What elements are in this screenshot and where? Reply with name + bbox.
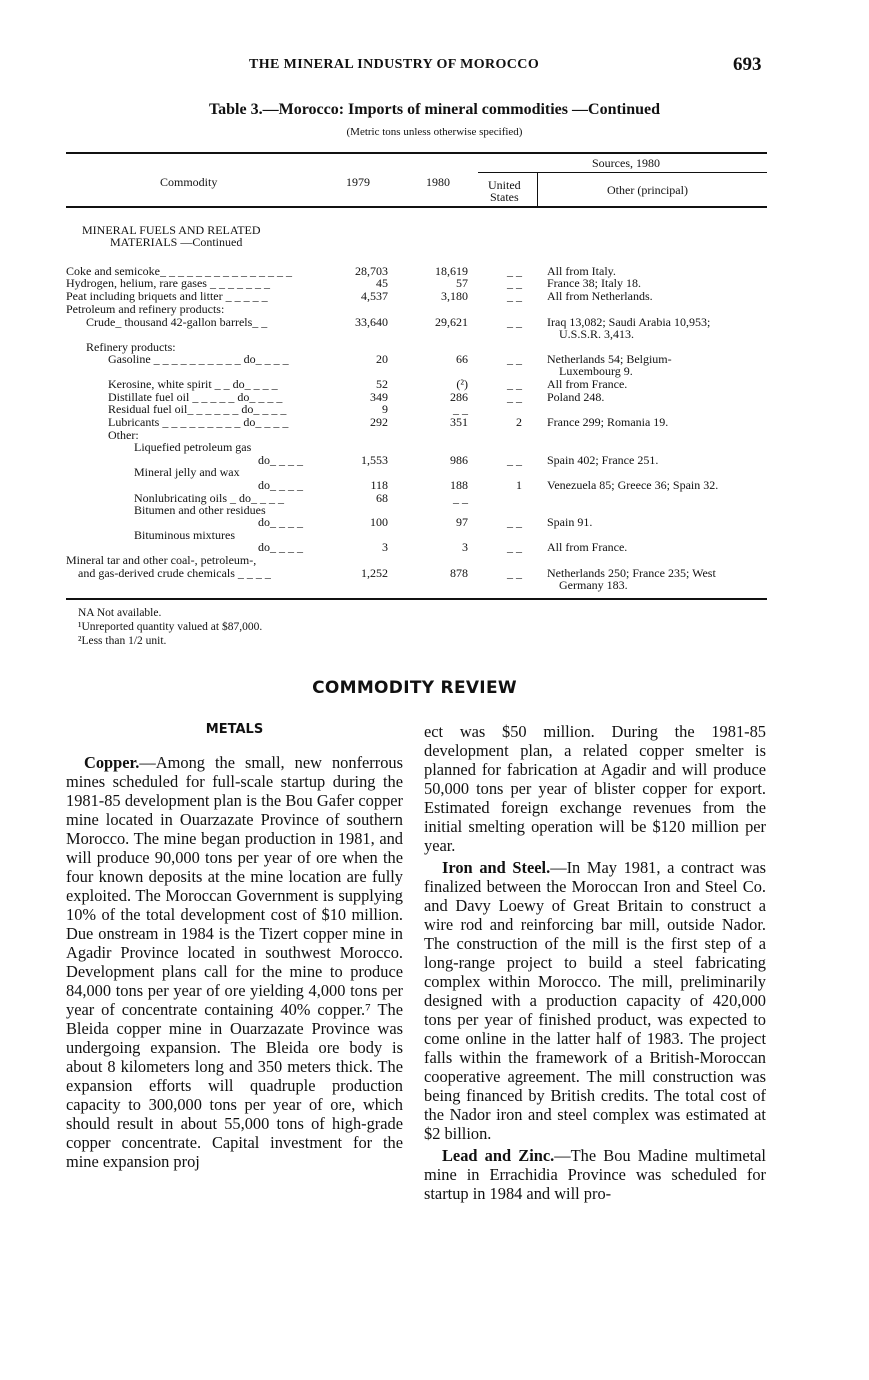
cell-1979: 45 (376, 276, 388, 290)
table-row-label: Bituminous mixtures (134, 528, 236, 542)
cell-us: _ _ (507, 276, 522, 290)
table-row-label-cont: do_ _ _ _ (258, 540, 303, 554)
cell-other-cont: U.S.S.R. 3,413. (559, 327, 635, 341)
header-us-line2: States (490, 190, 519, 204)
iron-steel-text: —In May 1981, a contract was finalized between the Moroccan Iron and Steel Co. and Davy Loewy of Great Britain to construct a wire rod and reinforcing bar mill, outside Nador. The construction of the mill is the first step of a long-range project to build a steel fabricating complex within Morocco. The mill, preliminarily designed with a production capacity of 420,000 tons per year of finished product, was expected to come online in the latter half of 1983. The project falls within the framework of a British-Moroccan cooperative agreement. The mill construction was being financed by British credits. The total cost of the Nador iron and steel complex was estimated at $2 billion. (424, 858, 766, 1143)
right-column (424, 722, 766, 1203)
cell-1980: 57 (456, 276, 468, 290)
table-row-label: Lubricants _ _ _ _ _ _ _ _ _ do_ _ _ _ (108, 415, 289, 429)
cell-1980: 97 (456, 515, 468, 529)
cell-1979: 3 (382, 540, 388, 554)
left-column (66, 753, 403, 1171)
cell-other-cont: Germany 183. (559, 578, 628, 592)
cell-other: All from Italy. (547, 264, 616, 278)
table-row-label: Hydrogen, helium, rare gases _ _ _ _ _ _ _ (66, 276, 270, 290)
cell-1980: 878 (450, 566, 468, 580)
cell-1980: 18,619 (435, 264, 468, 278)
iron-steel-paragraph (424, 858, 766, 1143)
copper-paragraph (66, 753, 403, 1171)
copper-lead: Copper. (84, 753, 140, 772)
header-commodity: Commodity (160, 175, 218, 189)
cell-us: _ _ (507, 352, 522, 366)
cell-other: All from France. (547, 540, 628, 554)
cell-other: Poland 248. (547, 390, 605, 404)
table-header-rule (66, 206, 767, 208)
cell-1979: 20 (376, 352, 388, 366)
table-top-rule (66, 152, 767, 154)
cell-other: Spain 91. (547, 515, 593, 529)
cell-us: _ _ (507, 315, 522, 329)
cell-us: _ _ (507, 264, 522, 278)
copper-text-part2: ect was $50 million. During the 1981-85 development plan, a related copper smelter is planned for fabrication at Agadir and will produce 50,000 tons per year of blister copper for export. Estimated foreign exchange revenues from the initial smelting operation will be $120 million per year. (424, 722, 766, 855)
cell-other: Iraq 13,082; Saudi Arabia 10,953; (547, 315, 711, 329)
cell-1980: 188 (450, 478, 468, 492)
header-us-line1: United (488, 178, 521, 192)
section-label-line2: MATERIALS —Continued (110, 235, 243, 249)
footnote-na: NA Not available. (78, 607, 162, 619)
cell-1979: 33,640 (355, 315, 388, 329)
cell-1979: 1,553 (361, 453, 388, 467)
header-other: Other (principal) (607, 183, 688, 197)
page-number: 693 (733, 54, 762, 75)
header-1979: 1979 (346, 175, 370, 189)
table-row-label: Peat including briquets and litter _ _ _ _ _ (66, 289, 268, 303)
cell-1980: 986 (450, 453, 468, 467)
cell-other: Venezuela 85; Greece 36; Spain 32. (547, 478, 719, 492)
cell-other: Netherlands 250; France 235; West (547, 566, 716, 580)
table-row-label: Crude_ thousand 42-gallon barrels_ _ (86, 315, 268, 329)
cell-other: Netherlands 54; Belgium- (547, 352, 672, 366)
cell-us: _ _ (507, 566, 522, 580)
table-subtitle: (Metric tons unless otherwise specified) (346, 126, 523, 138)
running-head (0, 54, 869, 78)
table-row-label: Refinery products: (86, 340, 176, 354)
running-title: THE MINERAL INDUSTRY OF MOROCCO (249, 57, 540, 72)
cell-us: _ _ (507, 390, 522, 404)
cell-1980: 66 (456, 352, 468, 366)
table-row-label-cont: and gas-derived crude chemicals _ _ _ _ (78, 566, 271, 580)
sources-divider (537, 173, 538, 206)
table-row-label: Distillate fuel oil _ _ _ _ _ do_ _ _ _ (108, 390, 283, 404)
table-row-label: Mineral jelly and wax (134, 465, 240, 479)
lead-zinc-lead: Lead and Zinc. (442, 1146, 555, 1165)
cell-1979: 1,252 (361, 566, 388, 580)
table-row-label: Liquefied petroleum gas (134, 440, 252, 454)
cell-1979: 349 (370, 390, 388, 404)
cell-1980: _ _ (453, 402, 468, 416)
header-1980: 1980 (426, 175, 450, 189)
table-row-label: Bitumen and other residues (134, 503, 266, 517)
cell-1980: 351 (450, 415, 468, 429)
cell-1980: 29,621 (435, 315, 468, 329)
cell-1979: 9 (382, 402, 388, 416)
lead-zinc-paragraph (424, 1146, 766, 1203)
cell-other-cont: Luxembourg 9. (559, 364, 633, 378)
table-row-label: Nonlubricating oils _ do_ _ _ _ (134, 491, 284, 505)
table-row-label: Petroleum and refinery products: (66, 302, 225, 316)
table-row-label: Coke and semicoke_ _ _ _ _ _ _ _ _ _ _ _ _ _ _ (66, 264, 292, 278)
cell-1979: 292 (370, 415, 388, 429)
cell-1980: 3,180 (441, 289, 468, 303)
cell-1980: 286 (450, 390, 468, 404)
cell-other: Spain 402; France 251. (547, 453, 659, 467)
sources-rule (478, 172, 767, 173)
cell-us: _ _ (507, 453, 522, 467)
cell-1980: (²) (456, 377, 468, 391)
cell-1979: 4,537 (361, 289, 388, 303)
cell-1980: 3 (462, 540, 468, 554)
cell-us: 2 (516, 415, 522, 429)
header-sources: Sources, 1980 (592, 156, 660, 170)
cell-us: _ _ (507, 540, 522, 554)
table-row-label: Gasoline _ _ _ _ _ _ _ _ _ _ do_ _ _ _ (108, 352, 289, 366)
table-row-label-cont: do_ _ _ _ (258, 515, 303, 529)
table-row-label: Residual fuel oil_ _ _ _ _ _ do_ _ _ _ (108, 402, 287, 416)
cell-other: France 299; Romania 19. (547, 415, 669, 429)
footnote-2: ²Less than 1/2 unit. (78, 635, 167, 647)
cell-other: All from Netherlands. (547, 289, 653, 303)
commodity-review-heading: COMMODITY REVIEW (312, 678, 517, 698)
cell-1979: 68 (376, 491, 388, 505)
table-row-label: Kerosine, white spirit _ _ do_ _ _ _ (108, 377, 278, 391)
copper-paragraph-cont (424, 722, 766, 855)
cell-1979: 118 (370, 478, 388, 492)
table-title: Table 3.—Morocco: Imports of mineral commodities —Continued (208, 101, 661, 118)
table-row-label: Mineral tar and other coal-, petroleum-, (66, 553, 257, 567)
iron-steel-lead: Iron and Steel. (442, 858, 551, 877)
table-row-label: Other: (108, 428, 139, 442)
cell-other: France 38; Italy 18. (547, 276, 641, 290)
table-bottom-rule (66, 598, 767, 600)
footnote-1: ¹Unreported quantity valued at $87,000. (78, 621, 263, 633)
cell-us: _ _ (507, 515, 522, 529)
cell-other: All from France. (547, 377, 628, 391)
cell-1980: _ _ (453, 491, 468, 505)
cell-us: _ _ (507, 377, 522, 391)
table-row-label-cont: do_ _ _ _ (258, 478, 303, 492)
metals-heading: METALS (205, 722, 264, 737)
section-label-line1: MINERAL FUELS AND RELATED (82, 223, 261, 237)
cell-us: 1 (516, 478, 522, 492)
cell-1979: 52 (376, 377, 388, 391)
copper-text-part1: —Among the small, new nonferrous mines scheduled for full-scale startup during the 1981-85 development plan is the Bou Gafer copper mine located in Ouarzazate Province of southern Morocco. The mine began production in 1981, and will produce 90,000 tons per year of ore when the four known deposits at the mine location are fully exploited. The Moroccan Government is supplying 10% of the total development cost of $10 million. Due onstream in 1984 is the Tizert copper mine in Agadir Province located in southwest Morocco. Development plans call for the mine to produce 84,000 tons per year of ore yielding 4,000 tons per year of concentrate containing 40% copper.⁷ The Bleida copper mine in Ouarzazate Province was undergoing expansion. The Bleida ore body is about 8 kilometers long and 350 meters thick. The expansion efforts will quadruple production capacity to 300,000 tons per year of ore, which should result in about 55,000 tons of high-grade copper concentrate. Capital investment for the mine expansion proj (66, 753, 403, 1171)
cell-1979: 100 (370, 515, 388, 529)
lead-zinc-text: —The Bou Madine multimetal mine in Errachidia Province was scheduled for startup in 1984 and will pro- (424, 1146, 766, 1203)
cell-1979: 28,703 (355, 264, 388, 278)
table-row-label-cont: do_ _ _ _ (258, 453, 303, 467)
cell-us: _ _ (507, 289, 522, 303)
